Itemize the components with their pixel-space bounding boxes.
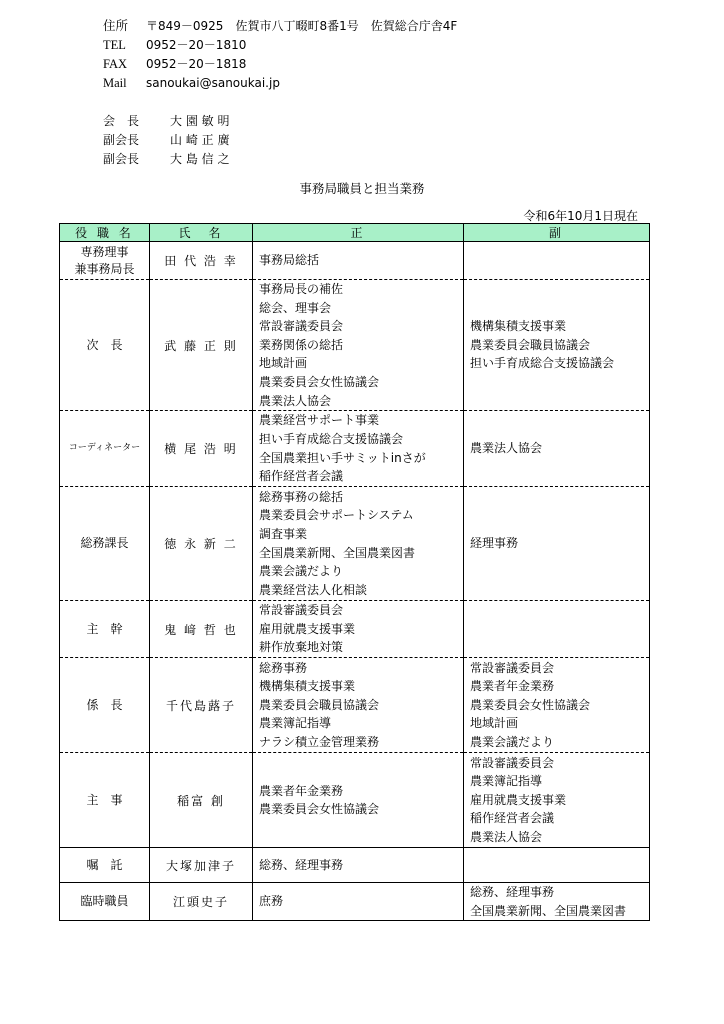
duty-item: 全国農業新聞、全国農業図書	[470, 903, 627, 918]
duty-item: 農業経営サポート事業	[259, 413, 380, 428]
cell-position	[60, 487, 150, 601]
table-header-row	[60, 224, 650, 242]
cell-position	[60, 848, 150, 883]
cell-main-duties	[253, 280, 464, 411]
cell-main-duties	[253, 487, 464, 601]
duty-item: 農業委員会職員協議会	[470, 337, 591, 352]
cell-name: 徳 永 新 二	[150, 487, 253, 601]
contact-block	[103, 17, 457, 93]
duty-item: 農業簿記指導	[470, 774, 543, 789]
duty-item: 担い手育成総合支援協議会	[259, 432, 404, 447]
officer-role: 副会長	[103, 152, 140, 166]
duty-item: 農業会議だより	[259, 564, 344, 579]
duty-item: 事務局長の補佐	[259, 282, 344, 296]
tel-row	[103, 36, 457, 55]
cell-name: 江頭史子	[150, 883, 253, 921]
duty-item: 農業法人協会	[470, 830, 543, 845]
duty-item: 常設審議委員会	[470, 755, 555, 770]
cell-name: 横 尾 浩 明	[150, 411, 253, 487]
duty-item: 総会、理事会	[259, 300, 332, 315]
staff-table	[59, 223, 650, 921]
cell-sub-duties	[464, 242, 650, 280]
duty-item: 総務事務の総括	[259, 489, 344, 504]
position-text: 次 長	[86, 337, 123, 352]
position-text: 兼事務局長	[74, 261, 135, 276]
table-row	[60, 753, 650, 848]
cell-sub-duties	[464, 280, 650, 411]
duty-item: 農業委員会女性協議会	[470, 697, 591, 712]
table-row	[60, 487, 650, 601]
cell-name: 鬼 﨑 哲 也	[150, 601, 253, 658]
officer-name: 大 園 敏 明	[170, 114, 230, 128]
duty-item: 稲作経営者会議	[259, 469, 344, 484]
cell-sub-duties	[464, 658, 650, 753]
duty-item: 農業者年金業務	[470, 679, 555, 694]
duty-item: 常設審議委員会	[259, 603, 344, 618]
table-row	[60, 883, 650, 921]
address-value: 〒849－0925 佐賀市八丁畷町8番1号 佐賀総合庁舎4F	[146, 19, 458, 33]
duty-item: 常設審議委員会	[470, 660, 555, 675]
mail-label: Mail	[103, 76, 127, 90]
mail-row	[103, 74, 457, 93]
officer-role: 会 長	[103, 114, 140, 128]
fax-value: 0952－20－1818	[146, 57, 247, 71]
duty-item: 調査事業	[259, 527, 308, 542]
fax-row	[103, 55, 457, 74]
officer-name: 山 崎 正 廣	[170, 133, 230, 147]
duty-item: 地域計画	[470, 716, 519, 731]
cell-main-duties	[253, 883, 464, 921]
cell-position	[60, 242, 150, 280]
duty-item: 農業法人協会	[470, 441, 543, 456]
duty-item: 農業委員会女性協議会	[259, 802, 380, 817]
cell-main-duties	[253, 848, 464, 883]
duty-item: 農業委員会女性協議会	[259, 374, 380, 389]
cell-sub-duties	[464, 883, 650, 921]
cell-position	[60, 883, 150, 921]
position-text: 総務課長	[80, 536, 129, 551]
table-body	[60, 242, 650, 921]
duty-item: 事務局総括	[259, 253, 320, 268]
duty-item: 全国農業新聞、全国農業図書	[259, 545, 416, 560]
duty-item: 雇用就農支援事業	[470, 792, 567, 807]
cell-position	[60, 753, 150, 848]
header-name: 氏 名	[150, 224, 253, 242]
cell-main-duties	[253, 601, 464, 658]
cell-sub-duties	[464, 411, 650, 487]
officers-block	[103, 112, 229, 169]
duty-item: ナラシ積立金管理業務	[259, 735, 380, 750]
duty-item: 機構集積支援事業	[259, 679, 356, 694]
duty-item: 農業会議だより	[470, 735, 555, 750]
duty-item: 地域計画	[259, 356, 308, 371]
as-of-date: 令和6年10月1日現在	[523, 209, 638, 223]
header-main-duties: 正	[253, 224, 464, 242]
officer-row	[103, 131, 229, 150]
cell-position	[60, 411, 150, 487]
cell-sub-duties	[464, 601, 650, 658]
table-row	[60, 658, 650, 753]
position-text: 臨時職員	[80, 894, 129, 909]
cell-position	[60, 601, 150, 658]
address-row	[103, 17, 457, 36]
duty-item: 稲作経営者会議	[470, 811, 555, 826]
header-position: 役 職 名	[60, 224, 150, 242]
position-text: コーディネーター	[68, 443, 141, 454]
duty-item: 総務、経理事務	[470, 885, 555, 900]
officer-name: 大 島 信 之	[170, 152, 230, 166]
duty-item: 総務事務	[259, 660, 308, 675]
table-row	[60, 242, 650, 280]
tel-value: 0952－20－1810	[146, 38, 247, 52]
position-text: 主 事	[86, 792, 123, 807]
officer-row	[103, 112, 229, 131]
position-text: 専務理事	[80, 244, 129, 259]
cell-sub-duties	[464, 848, 650, 883]
mail-value: sanoukai@sanoukai.jp	[146, 76, 280, 90]
duty-item: 農業簿記指導	[259, 716, 332, 731]
duty-item: 農業者年金業務	[259, 783, 344, 798]
duty-item: 経理事務	[470, 536, 519, 551]
position-text: 主 幹	[86, 621, 123, 636]
duty-item: 農業委員会サポートシステム	[259, 508, 414, 523]
cell-main-duties	[253, 242, 464, 280]
cell-position	[60, 280, 150, 411]
header-sub-duties: 副	[464, 224, 650, 242]
duty-item: 農業委員会職員協議会	[259, 697, 380, 712]
officer-row	[103, 150, 229, 169]
cell-name: 大塚加津子	[150, 848, 253, 883]
duty-item: 雇用就農支援事業	[259, 621, 356, 636]
table-row	[60, 411, 650, 487]
address-label: 住所	[103, 19, 129, 33]
cell-position	[60, 658, 150, 753]
duty-item: 総務、経理事務	[259, 857, 344, 872]
duty-item: 庶務	[259, 894, 284, 909]
officer-role: 副会長	[103, 133, 140, 147]
cell-name: 千代島蕗子	[150, 658, 253, 753]
cell-main-duties	[253, 411, 464, 487]
duty-item: 耕作放棄地対策	[259, 640, 344, 655]
cell-name: 武 藤 正 則	[150, 280, 253, 411]
duty-item: 常設審議委員会	[259, 319, 344, 334]
duty-item: 農業法人協会	[259, 393, 332, 408]
fax-label: FAX	[103, 57, 128, 71]
duty-item: 担い手育成総合支援協議会	[470, 356, 615, 371]
table-row	[60, 280, 650, 411]
table-row	[60, 601, 650, 658]
cell-sub-duties	[464, 487, 650, 601]
cell-main-duties	[253, 658, 464, 753]
cell-name: 田 代 浩 幸	[150, 242, 253, 280]
tel-label: TEL	[103, 38, 126, 52]
position-text: 係 長	[86, 697, 123, 712]
table-row	[60, 848, 650, 883]
duty-item: 業務関係の総括	[259, 337, 344, 352]
page-title: 事務局職員と担当業務	[299, 181, 425, 196]
duty-item: 機構集積支援事業	[470, 319, 567, 334]
duty-item: 全国農業担い手サミットinさが	[259, 450, 426, 465]
cell-sub-duties	[464, 753, 650, 848]
cell-name: 稲富 創	[150, 753, 253, 848]
cell-main-duties	[253, 753, 464, 848]
position-text: 嘱 託	[86, 857, 123, 872]
duty-item: 農業経営法人化相談	[259, 582, 368, 597]
